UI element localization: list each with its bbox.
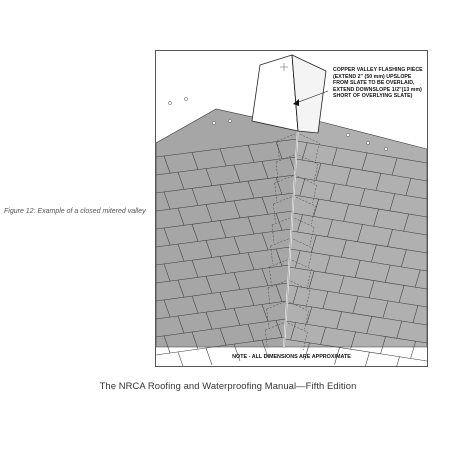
- callout-line: FROM SLATE TO BE OVERLAID,: [333, 80, 415, 87]
- callout-line: (EXTEND 2" (50 mm) UPSLOPE: [333, 73, 412, 80]
- left-roof-plane: [156, 109, 298, 347]
- flashing-callout: [333, 67, 425, 100]
- right-roof-plane: [284, 121, 427, 347]
- callout-line: EXTEND DOWNSLOPE 1/2"(13 mm): [333, 86, 422, 93]
- dimension-note: NOTE - ALL DIMENSIONS ARE APPROXIMATE: [232, 354, 351, 360]
- callout-line: SHORT OF OVERLYING SLATE): [333, 93, 413, 100]
- callout-line: COPPER VALLEY FLASHING PIECE: [333, 67, 423, 73]
- figure-frame: [155, 50, 428, 367]
- manual-title: The NRCA Roofing and Waterproofing Manual—Fifth Edition: [99, 380, 357, 391]
- copper-flashing-piece: [252, 55, 326, 133]
- figure-caption: Figure 12: Example of a closed mitered valley: [4, 208, 146, 215]
